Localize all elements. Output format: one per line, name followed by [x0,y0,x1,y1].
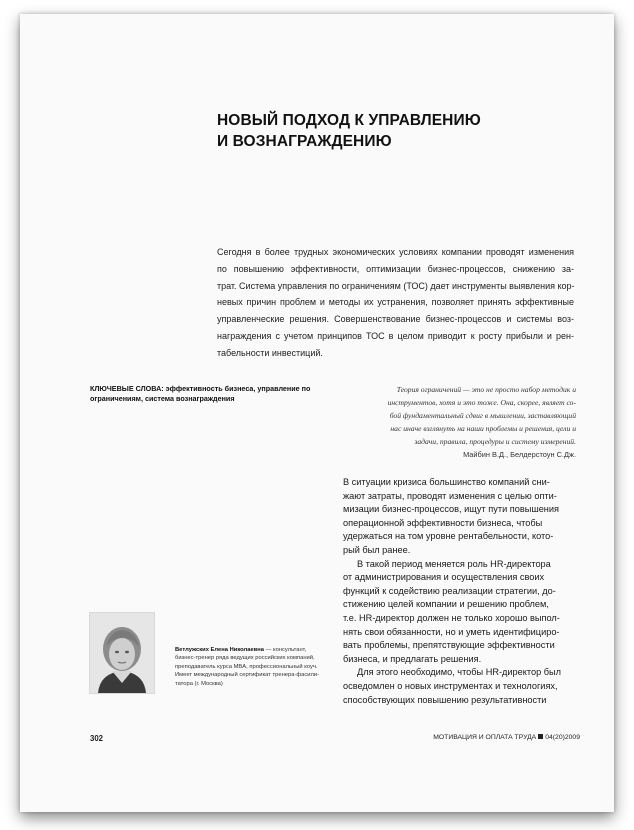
body-line: нять свои обязанности, но и уметь идентифициро- [343,626,560,637]
author-line [175,646,335,654]
page-number: 302 [90,734,104,743]
journal-footer [370,734,580,741]
lead-line: управленческие решения. Совершенствование бизнес-процессов и системы воз- [217,314,574,325]
epigraph-line: Теория ограничений — это не просто набор методик и [396,385,576,394]
author-info [175,646,335,688]
body-line: осведомлен о новых инструментах и технологиях, [343,680,558,691]
lead-line: по повышению эффективности, оптимизации бизнес-процессов, снижению за- [217,263,574,274]
body-line: т.е. HR-директор должен не только хорошо выпол- [343,612,560,623]
body-line: Для этого необходимо, чтобы HR-директор был [357,667,561,678]
lead-line: табельности инвестиций. [217,347,323,358]
body-line: функций к содействию реализации стратегии, до- [343,585,556,596]
body-line: жают затраты, проводят изменения с целью опти- [343,490,557,501]
lead-line: Сегодня в более трудных экономических условиях компании проводят изменения [217,247,574,257]
title-line: И ВОЗНАГРАЖДЕНИЮ [217,133,392,150]
author-line: бизнес-тренер ряда ведущих российских компаний, [175,655,315,662]
author-portrait [90,613,154,693]
epigraph-line: нас иначе взглянуть на наши проблемы и решения, цели и [390,424,576,433]
title-line: НОВЫЙ ПОДХОД К УПРАВЛЕНИЮ [217,112,481,129]
epigraph-author: Майбин В.Д., Белдерстоун С.Дж. [463,450,576,459]
author-role: — консультант, [263,647,307,653]
body-text [343,476,580,707]
separator-square-icon [538,734,543,739]
body-line: бизнеса, и предлагать решения. [343,653,482,664]
author-line: преподаватель курса MBA, профессиональный коуч. [175,663,318,670]
lead-paragraph [217,244,574,362]
epigraph [336,383,576,461]
epigraph-line: инструментов, хотя и это тоже. Она, скорее, являет со- [387,398,576,407]
body-line: способствующих повышению результативности [343,694,547,705]
lead-line: невых причин проблем и методы их устранения, позволяет принять эффективные [217,297,574,308]
body-line: удержаться на том уровне рентабельности, кото- [343,531,554,542]
author-photo [89,612,155,694]
body-line: В такой период меняется роль HR-директора [357,558,551,569]
epigraph-line: задачи, правила, процедуры и систему измерений. [414,437,576,446]
keywords [90,384,330,404]
body-line: В ситуации кризиса большинство компаний сни- [343,477,550,487]
article-title [217,110,537,152]
body-line: стижению целей компании и решению проблем, [343,599,549,610]
body-line: рый был ранее. [343,544,411,555]
journal-issue: 04(20)2009 [545,734,580,741]
author-line: татора (г. Москва) [175,680,223,687]
body-line: от администрирования и осуществления своих [343,572,545,583]
body-line: вать проблемы, препятствующие эффективности [343,640,555,651]
lead-line: трат. Система управления по ограничениям (ТОС) дает инструменты выявления кор- [217,280,575,291]
author-name: Ветлужских Елена Николаевна [175,647,264,653]
lead-line: награждения с учетом принципов ТОС в целом приводит к росту прибыли и рен- [217,330,574,341]
body-line: операционной эффективности бизнеса, чтобы [343,517,543,528]
author-line: Имеет международный сертификат тренера-фасили- [175,672,320,679]
body-line: мизации бизнес-процессов, ищут пути повышения [343,504,559,515]
keywords-line: ограничениям, система вознаграждения [90,394,235,403]
journal-name: МОТИВАЦИЯ И ОПЛАТА ТРУДА [433,734,537,741]
keywords-line: КЛЮЧЕВЫЕ СЛОВА: эффективность бизнеса, управление по [90,384,311,393]
epigraph-line: бой фундаментальный сдвиг в мышлении, заставляющий [389,411,576,420]
